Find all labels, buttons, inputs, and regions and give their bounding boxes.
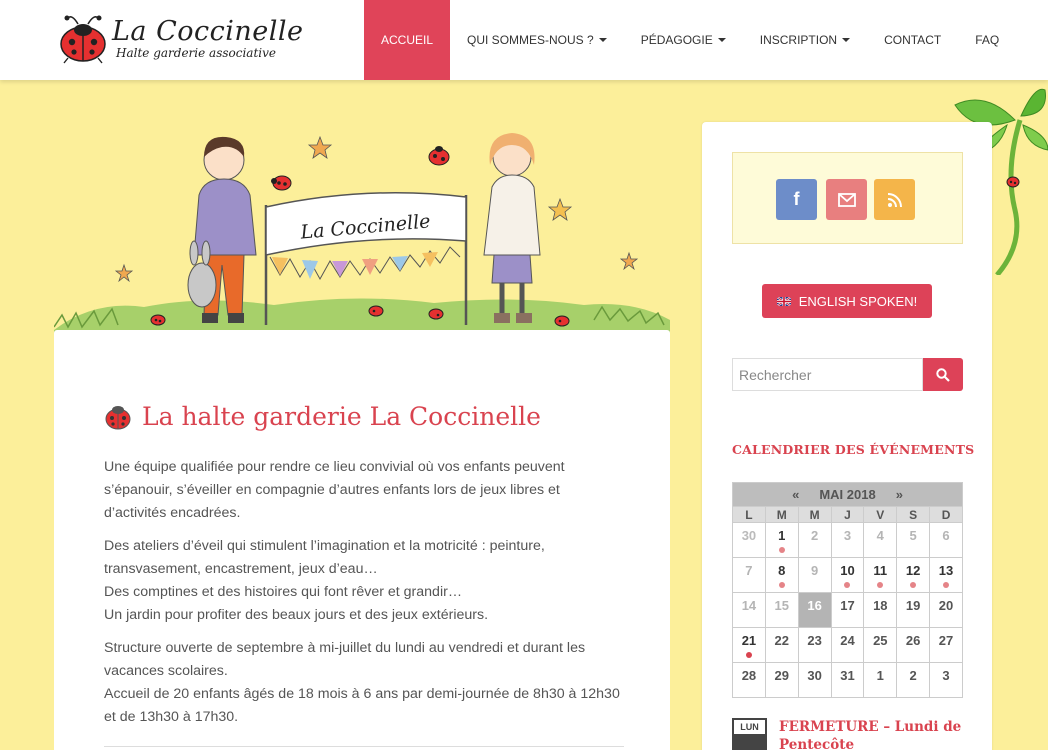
ladybug-logo-icon xyxy=(54,14,112,64)
facebook-icon: f xyxy=(793,189,800,209)
calendar-day[interactable] xyxy=(930,663,963,698)
calendar-title: CALENDRIER DES ÉVÉNEMENTS xyxy=(732,442,975,457)
calendar-day-number: 1 xyxy=(876,668,884,683)
search-button[interactable] xyxy=(923,358,963,391)
calendar-day[interactable] xyxy=(831,628,864,663)
calendar-day[interactable] xyxy=(864,523,897,558)
post-body xyxy=(104,456,624,739)
calendar-day-number: 23 xyxy=(807,633,822,648)
calendar-day[interactable] xyxy=(733,663,766,698)
caret-down-icon xyxy=(718,38,726,42)
weekday-label: S xyxy=(897,507,930,523)
nav-item-label: FAQ xyxy=(975,33,1000,47)
calendar-day-number: 13 xyxy=(938,563,954,578)
calendar-day[interactable] xyxy=(930,628,963,663)
calendar-day-number: 26 xyxy=(905,633,921,648)
calendar-day[interactable] xyxy=(798,663,831,698)
site-logo[interactable] xyxy=(54,10,304,68)
calendar-day[interactable] xyxy=(733,523,766,558)
event-date-badge xyxy=(732,718,767,750)
post-title-row xyxy=(104,402,541,431)
event-dot-icon xyxy=(746,652,752,658)
post-paragraph xyxy=(104,535,624,627)
calendar-day[interactable] xyxy=(798,593,831,628)
calendar-day-number: 29 xyxy=(774,668,789,683)
calendar-month-label: MAI 2018 xyxy=(819,487,876,502)
search-icon xyxy=(936,368,950,382)
calendar-day-number: 14 xyxy=(741,598,757,613)
post-paragraph xyxy=(104,637,624,729)
event-dot-icon xyxy=(844,582,850,588)
calendar-day[interactable] xyxy=(831,523,864,558)
calendar-day[interactable] xyxy=(798,628,831,663)
calendar-day[interactable] xyxy=(798,523,831,558)
calendar-day-number: 17 xyxy=(840,598,855,613)
divider xyxy=(104,746,624,747)
calendar-day[interactable] xyxy=(733,593,766,628)
weekday-label: J xyxy=(831,507,864,523)
calendar-day[interactable] xyxy=(765,523,798,558)
calendar-week xyxy=(733,663,963,698)
nav-item-accueil[interactable] xyxy=(364,0,450,80)
calendar-weekdays xyxy=(733,507,963,523)
post-line: Une équipe qualifiée pour rendre ce lieu convivial où vos enfants peuvent s’épanouir, s’éveiller en compagnie d’autres enfants lors de jeux libres et d’activités encadrées. xyxy=(104,459,565,521)
calendar-day[interactable] xyxy=(831,663,864,698)
calendar-week xyxy=(733,523,963,558)
post-line: Des ateliers d’éveil qui stimulent l’imagination et la motricité : peinture, transvasement, encastrement, jeux d’eau… xyxy=(104,538,545,577)
main-content-card xyxy=(54,330,670,750)
calendar-day-number: 7 xyxy=(745,563,753,578)
calendar-day[interactable] xyxy=(897,628,930,663)
events-calendar xyxy=(732,482,963,698)
mail-icon xyxy=(838,193,856,207)
calendar-day-number: 16 xyxy=(807,598,822,613)
upcoming-event[interactable] xyxy=(732,718,972,750)
calendar-day-number: 1 xyxy=(778,528,786,543)
calendar-day-number: 21 xyxy=(741,633,757,648)
weekday-label: M xyxy=(765,507,798,523)
calendar-day[interactable] xyxy=(864,558,897,593)
nav-item-label: CONTACT xyxy=(884,33,942,47)
post-line: Structure ouverte de septembre à mi-juillet du lundi au vendredi et durant les vacances scolaires. xyxy=(104,640,586,679)
calendar-day-number: 10 xyxy=(840,563,855,578)
nav-item-label: INSCRIPTION xyxy=(759,33,838,47)
english-spoken-button[interactable] xyxy=(762,284,932,318)
calendar-prev-button[interactable]: « xyxy=(792,487,800,502)
calendar-day[interactable] xyxy=(798,558,831,593)
search-input[interactable] xyxy=(732,358,923,391)
calendar-day[interactable] xyxy=(930,523,963,558)
english-spoken-label: ENGLISH SPOKEN! xyxy=(798,293,918,309)
nav-item-qui-sommes-nous[interactable] xyxy=(450,0,624,80)
main-nav xyxy=(364,0,1016,80)
calendar-day-number: 2 xyxy=(810,528,819,543)
site-subtitle: Halte garderie associative xyxy=(116,46,276,60)
calendar-day[interactable] xyxy=(864,663,897,698)
calendar-day[interactable] xyxy=(930,558,963,593)
calendar-day[interactable] xyxy=(897,593,930,628)
social-links-box xyxy=(732,152,963,244)
calendar-week xyxy=(733,558,963,593)
calendar-day[interactable] xyxy=(765,628,798,663)
calendar-day[interactable] xyxy=(733,558,766,593)
weekday-label: V xyxy=(864,507,897,523)
calendar-day-number: 6 xyxy=(942,528,950,543)
sidebar xyxy=(702,122,992,750)
calendar-day-number: 27 xyxy=(938,633,954,648)
calendar-day-number: 4 xyxy=(876,528,884,543)
calendar-day-number: 9 xyxy=(810,563,819,578)
nav-item-label: PÉDAGOGIE xyxy=(640,33,713,47)
event-title[interactable]: FERMETURE – Lundi de Pentecôte xyxy=(779,719,962,750)
post-line: Des comptines et des histoires qui font rêver et grandir… xyxy=(104,584,463,600)
calendar-day[interactable] xyxy=(897,663,930,698)
event-weekday: LUN xyxy=(734,720,765,734)
calendar-day[interactable] xyxy=(864,628,897,663)
caret-down-icon xyxy=(599,38,607,42)
nav-item-inscription[interactable] xyxy=(743,0,867,80)
calendar-day[interactable] xyxy=(765,593,798,628)
calendar-day[interactable] xyxy=(897,523,930,558)
calendar-day[interactable] xyxy=(765,558,798,593)
nav-item-label: ACCUEIL xyxy=(381,33,434,47)
calendar-week xyxy=(733,593,963,628)
event-dot-icon xyxy=(877,582,883,588)
top-navbar xyxy=(0,0,1048,80)
calendar-day-number: 25 xyxy=(873,633,888,648)
calendar-day-number: 5 xyxy=(909,528,917,543)
calendar-day-number: 30 xyxy=(741,528,757,543)
uk-flag-icon xyxy=(777,297,791,306)
nav-item-contact[interactable] xyxy=(867,0,958,80)
post-line: Accueil de 20 enfants âgés de 18 mois à 6 ans par demi-journée de 8h30 à 12h30 et de 13h30 à 17h30. xyxy=(104,686,620,725)
children-banner-illustration xyxy=(54,115,670,340)
post-paragraph xyxy=(104,456,624,525)
calendar-day-number: 2 xyxy=(909,668,917,683)
calendar-day-number: 19 xyxy=(905,598,921,613)
rss-button[interactable] xyxy=(874,179,915,220)
calendar-day-number: 20 xyxy=(938,598,954,613)
calendar-day-number: 28 xyxy=(741,668,757,683)
nav-item-pedagogie[interactable] xyxy=(624,0,743,80)
nav-item-label: QUI SOMMES-NOUS ? xyxy=(467,33,594,47)
site-title: La Coccinelle xyxy=(112,16,304,47)
rss-icon xyxy=(887,192,903,208)
nav-item-faq[interactable] xyxy=(958,0,1016,80)
calendar-day[interactable] xyxy=(864,593,897,628)
calendar-day-number: 22 xyxy=(774,633,789,648)
calendar-day-number: 30 xyxy=(807,668,822,683)
calendar-day[interactable] xyxy=(733,628,766,663)
event-dot-icon xyxy=(779,547,785,553)
calendar-day[interactable] xyxy=(831,593,864,628)
hero-illustration xyxy=(54,115,670,340)
post-line: Un jardin pour profiter des beaux jours et des jeux extérieurs. xyxy=(104,607,489,623)
calendar-day-number: 12 xyxy=(905,563,921,578)
event-dot-icon xyxy=(910,582,916,588)
weekday-label: D xyxy=(930,507,963,523)
calendar-day-number: 15 xyxy=(774,598,789,613)
caret-down-icon xyxy=(842,38,850,42)
facebook-button[interactable] xyxy=(776,179,817,220)
calendar-day-number: 8 xyxy=(778,563,786,578)
calendar-day-number: 18 xyxy=(873,598,888,613)
event-dot-icon xyxy=(779,582,785,588)
calendar-week xyxy=(733,628,963,663)
calendar-day[interactable] xyxy=(930,593,963,628)
banner-text: La Coccinelle xyxy=(299,210,432,244)
event-day-block xyxy=(734,734,765,750)
calendar-day-number: 11 xyxy=(873,563,888,578)
mail-button[interactable] xyxy=(826,179,867,220)
calendar-day-number: 24 xyxy=(840,633,855,648)
ladybug-icon xyxy=(104,404,132,430)
calendar-day-number: 3 xyxy=(843,528,852,543)
calendar-day[interactable] xyxy=(765,663,798,698)
calendar-next-button[interactable]: » xyxy=(895,487,903,502)
post-title: La halte garderie La Coccinelle xyxy=(142,402,541,431)
event-dot-icon xyxy=(943,582,949,588)
calendar-day[interactable] xyxy=(897,558,930,593)
calendar-header xyxy=(733,483,963,507)
weekday-label: L xyxy=(733,507,766,523)
calendar-day-number: 3 xyxy=(942,668,950,683)
weekday-label: M xyxy=(798,507,831,523)
calendar-day-number: 31 xyxy=(840,668,855,683)
calendar-day[interactable] xyxy=(831,558,864,593)
